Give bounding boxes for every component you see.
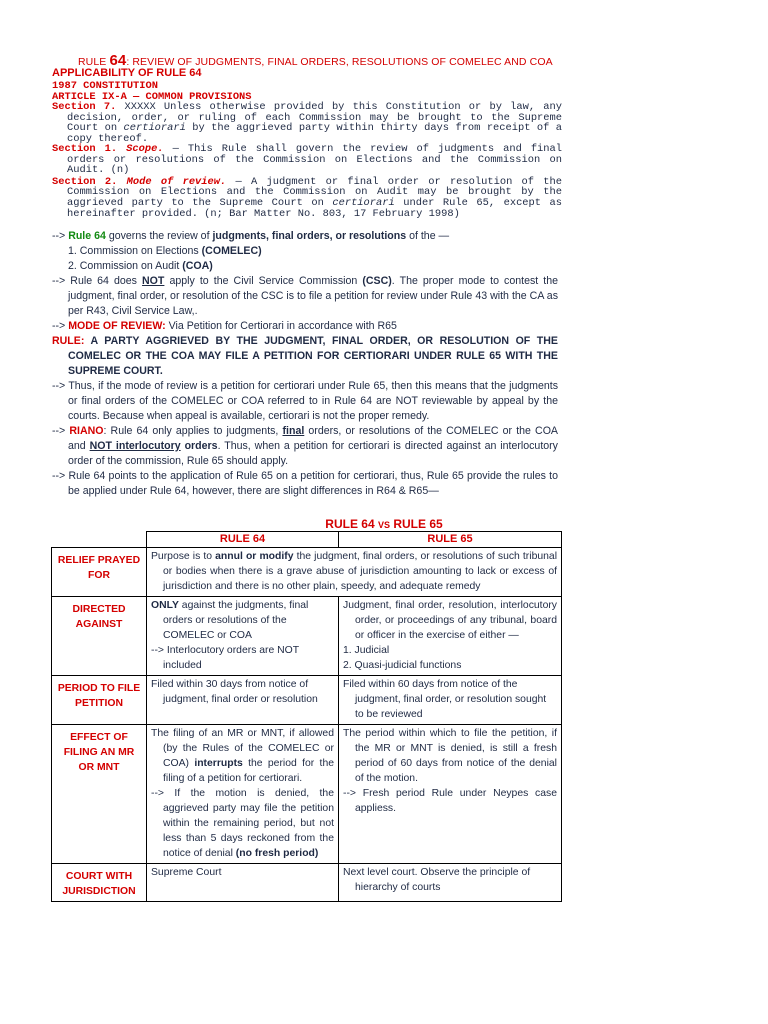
table-row xyxy=(52,548,562,597)
header-rule-65: RULE 65 xyxy=(339,532,562,548)
row-label-relief: RELIEF PRAYED FOR xyxy=(52,548,147,597)
cell-period-65: Filed within 60 days from notice of the judgment, final order, or resolution sought to be reviewed xyxy=(339,676,562,725)
paragraph-csc: --> Rule 64 does NOT apply to the Civil Service Commission (CSC). The proper mode to contest the judgment, final order, or resolution of the CSC is to file a petition for review under Rule 43 with the CA as per R43, Civil Service Law,. xyxy=(52,275,558,317)
paragraph-points: --> Rule 64 points to the application of Rule 65 on a petition for certiorari, thus, Rule 65 provide the rules to be applied under Rule 64, however, there are slight differences in R64 & R65— xyxy=(52,470,558,497)
comparison-title: RULE 64 VS RULE 65 xyxy=(325,517,443,531)
row-label-period: PERIOD TO FILE PETITION xyxy=(52,676,147,725)
section-7: Section 7. XXXXX Unless otherwise provided by this Constitution or by law, any decision, order, or ruling of each Commission may be brought to the Supreme Court on certiorari by the aggrieved party within thirty days from receipt of a copy thereof. xyxy=(52,101,563,145)
cell-period-64: Filed within 30 days from notice of judgment, final order or resolution xyxy=(147,676,339,725)
heading-constitution: 1987 CONSTITUTION xyxy=(52,80,159,92)
cell-court-65: Next level court. Observe the principle of hierarchy of courts xyxy=(339,864,562,902)
constitution-block xyxy=(52,81,562,145)
cell-court-64: Supreme Court xyxy=(147,864,339,902)
section-1: Section 1. Scope. — This Rule shall govern the review of judgments and final orders or resolutions of the Commission on Elections and the Commission on Audit. (n) xyxy=(52,143,562,177)
document-title: RULE 64: REVIEW OF JUDGMENTS, FINAL ORDERS, RESOLUTIONS OF COMELEC AND COA xyxy=(78,52,553,69)
paragraph-governs: --> Rule 64 governs the review of judgments, final orders, or resolutions of the — xyxy=(52,230,450,242)
row-label-directed: DIRECTED AGAINST xyxy=(52,597,147,676)
row-label-effect: EFFECT OF FILING AN MR OR MNT xyxy=(52,725,147,864)
table-corner-cell xyxy=(52,532,147,548)
paragraph-rule: RULE: A PARTY AGGRIEVED BY THE JUDGMENT, FINAL ORDER, OR RESOLUTION OF THE COMELEC OR THE COA MAY FILE A PETITION FOR CERTIORARI UNDER RULE 65 WITH THE SUPREME COURT. xyxy=(52,335,558,377)
section-2: Section 2. Mode of review. — A judgment or final order or resolution of the Commission on Elections and the Commission on Audit may be brought by the aggrieved party to the Supreme Court on certiorari under Rule 65, except as hereinafter provided. (n; Bar Matter No. 803, 17 February 1998) xyxy=(52,175,562,220)
row-label-court: COURT WITH JURISDICTION xyxy=(52,864,147,902)
paragraph-mode-of-review: --> MODE OF REVIEW: Via Petition for Certiorari in accordance with R65 xyxy=(52,320,397,332)
rule-sections-block xyxy=(52,144,562,219)
table-row xyxy=(52,725,562,864)
heading-applicability: APPLICABILITY OF RULE 64 xyxy=(52,67,202,79)
cell-relief: Purpose is to annul or modify the judgment, final orders, or resolutions of such tribunal or bodies when there is a grave abuse of jurisdiction amounting to lack or excess of jurisdiction and there is no other plain, speedy, and adequate remedy xyxy=(147,548,562,597)
comparison-table xyxy=(51,531,562,902)
cell-effect-65: The period within which to file the petition, if the MR or MNT is denied, is still a fresh period of 60 days from notice of the denial of the motion. --> Fresh period Rule under Neypes case appliess. xyxy=(339,725,562,864)
header-rule-64: RULE 64 xyxy=(147,532,339,548)
paragraph-riano: --> RIANO: Rule 64 only applies to judgments, final orders, or resolutions of the COMELEC or the COA and NOT interlocutory orders. Thus, when a petition for certiorari is directed against an interlocutory order of the commission, Rule 65 should apply. xyxy=(52,425,559,467)
table-row xyxy=(52,864,562,902)
discussion-block xyxy=(52,229,558,499)
cell-effect-64: The filing of an MR or MNT, if allowed (by the Rules of the COMELEC or COA) interrupts the period for the filing of a petition for certiorari. --> If the motion is denied, the aggrieved party may file the petition within the remaining period, but not less than 5 days reckoned from the notice of denial (no fresh period) xyxy=(147,725,339,864)
table-header-row xyxy=(52,532,562,548)
paragraph-thus: --> Thus, if the mode of review is a petition for certiorari under Rule 65, then this means that the judgments or final orders of the COMELEC or COA referred to in Rule 64 are NOT reviewable by appeal by the courts. Because when appeal is available, certiorari is not the proper remedy. xyxy=(52,380,558,422)
table-row xyxy=(52,676,562,725)
list-item-coa: 2. Commission on Audit (COA) xyxy=(68,260,213,272)
list-item-comelec: 1. Commission on Elections (COMELEC) xyxy=(68,245,262,257)
cell-directed-64: ONLY against the judgments, final orders or resolutions of the COMELEC or COA --> Interlocutory orders are NOT included xyxy=(147,597,339,676)
table-row xyxy=(52,597,562,676)
cell-directed-65: Judgment, final order, resolution, interlocutory order, or proceedings of any tribunal, board or officer in the exercise of either — 1. Judicial 2. Quasi-judicial functions xyxy=(339,597,562,676)
heading-article: ARTICLE IX-A — COMMON PROVISIONS xyxy=(52,90,252,103)
